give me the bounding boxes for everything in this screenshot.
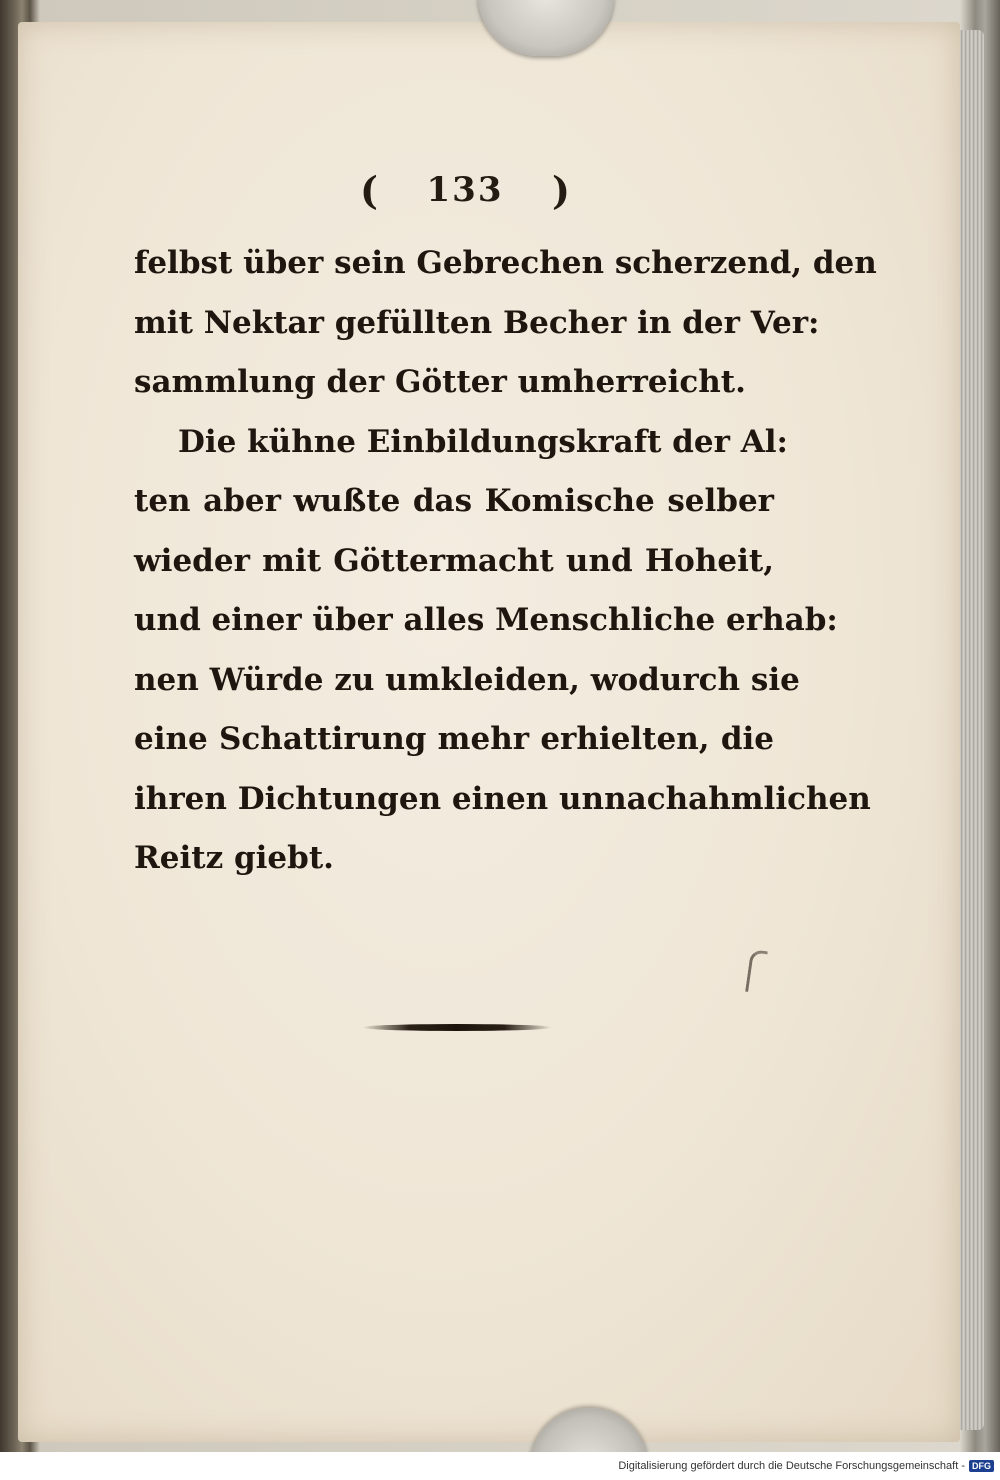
- digitization-footer: [0, 1452, 1000, 1480]
- text-line: ten aber wußte das Komische selber: [134, 483, 774, 519]
- text-line: sammlung der Götter umherreicht.: [134, 364, 746, 400]
- text-line: mit Nektar gefüllten Becher in der Ver:: [134, 304, 820, 341]
- text-line: Die kühne Einbildungskraft der Al:: [178, 423, 788, 460]
- page-number-open-paren: (: [360, 167, 378, 213]
- section-divider: [362, 1024, 552, 1031]
- text-line: nen Würde zu umkleiden, wodurch sie: [134, 661, 800, 698]
- page-header: [360, 160, 570, 220]
- page-number-close-paren: ): [552, 167, 570, 213]
- page-number: 133: [426, 170, 504, 210]
- body-text: [134, 234, 877, 889]
- text-line: eine Schattirung mehr erhielten, die: [134, 721, 774, 757]
- footer-credit: Digitalisierung gefördert durch die Deutsche Forschungsgemeinschaft -: [618, 1460, 965, 1472]
- dfg-logo-icon: DFG: [969, 1460, 994, 1472]
- page-edges: [958, 30, 984, 1430]
- text-line: Reitz giebt.: [134, 840, 334, 876]
- text-line: ihren Dichtungen einen unnachahmlichen: [134, 780, 871, 817]
- text-line: felbst über sein Gebrechen scherzend, den: [134, 245, 877, 281]
- text-line: wieder mit Göttermacht und Hoheit,: [134, 542, 774, 579]
- text-line: und einer über alles Menschliche erhab:: [134, 602, 838, 638]
